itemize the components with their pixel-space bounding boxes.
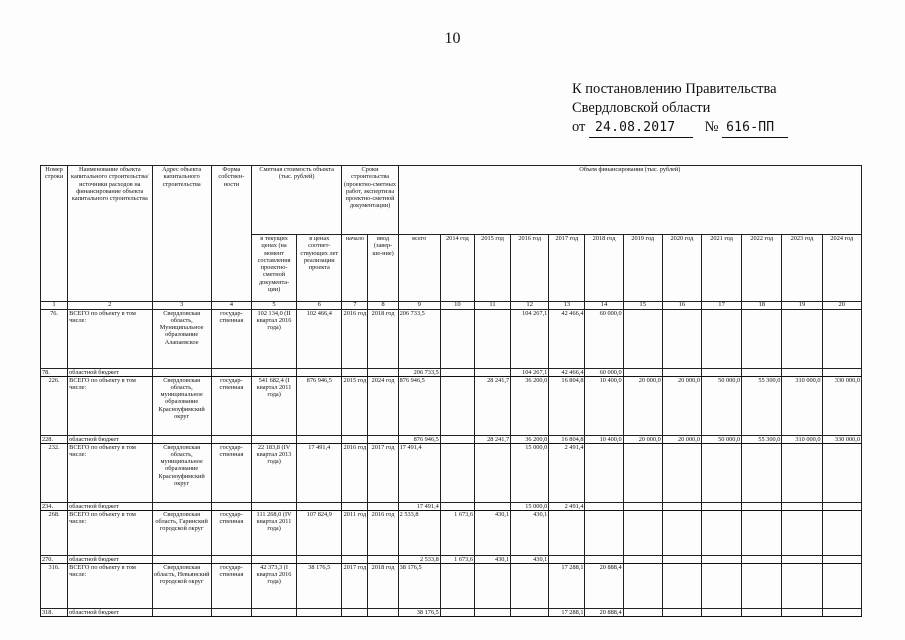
column-number: 8 — [368, 302, 398, 310]
header-cost-actual: в ценах соответ-ствующих лет реализации проекта — [297, 235, 342, 302]
header-cost-current: в текущих ценах (на момент составления проектно-сметной документа-ции) — [251, 235, 296, 302]
end-year-cell: 2018 год — [368, 563, 398, 608]
row-number-cell: 234. — [41, 502, 68, 510]
total-cell: 17 491,4 — [398, 443, 440, 502]
year-2018-cell: 10 400,0 — [585, 376, 623, 435]
object-name-cell: ВСЕГО по объекту в том числе: — [68, 376, 152, 435]
end-year-cell: 2016 год — [368, 510, 398, 555]
cost-actual-cell: 38 176,5 — [297, 563, 342, 608]
year-2021-cell — [701, 563, 741, 608]
year-2018-cell — [585, 443, 623, 502]
object-name-cell: ВСЕГО по объекту в том числе: — [68, 510, 152, 555]
ownership-cell: государ-ственная — [211, 376, 251, 435]
year-2021-cell — [701, 309, 741, 368]
approval-line-1: К постановлению Правительства — [572, 81, 777, 97]
object-name-cell: ВСЕГО по объекту в том числе: — [68, 309, 152, 368]
from-label: от — [572, 119, 586, 135]
year-2024-cell — [822, 368, 861, 376]
year-2020-cell — [662, 368, 701, 376]
year-2014-cell — [440, 443, 474, 502]
address-cell: Свердловская область, Гаринский городской округ — [152, 510, 211, 555]
header-year: 2016 год — [511, 235, 549, 302]
cost-current-cell: 541 682,4 (I квартал 2011 года) — [251, 376, 296, 435]
cost-current-cell — [251, 608, 296, 616]
year-2017-cell: 2 491,4 — [549, 502, 585, 510]
end-year-cell — [368, 435, 398, 443]
year-2018-cell — [585, 510, 623, 555]
year-2018-cell — [585, 555, 623, 563]
year-2024-cell — [822, 443, 861, 502]
year-2023-cell — [782, 510, 822, 555]
ownership-cell — [211, 555, 251, 563]
year-2016-cell: 36 200,0 — [511, 376, 549, 435]
financing-table — [40, 165, 862, 617]
address-cell — [152, 368, 211, 376]
year-2016-cell: 15 000,0 — [511, 443, 549, 502]
year-2018-cell: 60 000,0 — [585, 309, 623, 368]
cost-actual-cell — [297, 608, 342, 616]
year-2024-cell — [822, 510, 861, 555]
year-2021-cell — [701, 608, 741, 616]
header-year: 2017 год — [549, 235, 585, 302]
column-number: 9 — [398, 302, 440, 310]
column-numbers-row — [41, 302, 862, 310]
year-2017-cell: 42 466,4 — [549, 309, 585, 368]
start-year-cell: 2016 год — [342, 309, 368, 368]
header-year: 2024 год — [822, 235, 861, 302]
column-number: 20 — [822, 302, 861, 310]
object-name-cell: областной бюджет — [68, 502, 152, 510]
address-cell — [152, 435, 211, 443]
cost-current-cell: 111 268,0 (IV квартал 2011 года) — [251, 510, 296, 555]
year-2021-cell — [701, 502, 741, 510]
end-year-cell — [368, 555, 398, 563]
year-2015-cell: 430,1 — [474, 555, 510, 563]
year-2020-cell: 20 000,0 — [662, 376, 701, 435]
row-number-cell: 232. — [41, 443, 68, 502]
cost-actual-cell — [297, 435, 342, 443]
year-2021-cell — [701, 510, 741, 555]
column-number: 6 — [297, 302, 342, 310]
table-row — [41, 443, 862, 502]
page-number: 10 — [444, 30, 461, 47]
year-2020-cell: 20 000,0 — [662, 435, 701, 443]
column-number: 11 — [474, 302, 510, 310]
year-2023-cell — [782, 563, 822, 608]
object-name-cell: областной бюджет — [68, 608, 152, 616]
decree-number: 616-ПП — [722, 118, 788, 138]
year-2019-cell — [623, 443, 662, 502]
year-2014-cell — [440, 563, 474, 608]
header-year: 2021 год — [701, 235, 741, 302]
start-year-cell — [342, 555, 368, 563]
header-construction-terms: Сроки строительства (проектно-сметных работ, экспертизы проектно-сметной документации) — [342, 166, 398, 235]
ownership-cell — [211, 435, 251, 443]
year-2023-cell: 310 000,0 — [782, 435, 822, 443]
column-number: 5 — [251, 302, 296, 310]
year-2021-cell — [701, 555, 741, 563]
cost-actual-cell: 17 491,4 — [297, 443, 342, 502]
row-number-cell: 268. — [41, 510, 68, 555]
start-year-cell — [342, 435, 368, 443]
year-2024-cell: 330 000,0 — [822, 376, 861, 435]
table-row — [41, 555, 862, 563]
start-year-cell — [342, 608, 368, 616]
year-2015-cell: 28 241,7 — [474, 376, 510, 435]
approval-line-2: Свердловской области — [572, 100, 711, 116]
year-2024-cell: 330 000,0 — [822, 435, 861, 443]
year-2015-cell — [474, 502, 510, 510]
header-object-name: Наименование объекта капитального строительства/ источники расходов на финансирование объекта капитального строительства — [68, 166, 152, 302]
year-2018-cell — [585, 502, 623, 510]
year-2021-cell: 50 000,0 — [701, 435, 741, 443]
header-total: всего — [398, 235, 440, 302]
header-year: 2022 год — [742, 235, 782, 302]
object-name-cell: ВСЕГО по объекту в том числе: — [68, 443, 152, 502]
year-2017-cell: 42 466,4 — [549, 368, 585, 376]
total-cell: 38 176,5 — [398, 563, 440, 608]
table-row — [41, 435, 862, 443]
total-cell: 17 491,4 — [398, 502, 440, 510]
year-2014-cell — [440, 608, 474, 616]
object-name-cell: ВСЕГО по объекту в том числе: — [68, 563, 152, 608]
year-2017-cell: 17 288,1 — [549, 608, 585, 616]
year-2024-cell — [822, 502, 861, 510]
ownership-cell: государ-ственная — [211, 510, 251, 555]
total-cell: 876 946,5 — [398, 376, 440, 435]
header-start: начало — [342, 235, 368, 302]
header-year: 2019 год — [623, 235, 662, 302]
total-cell: 876 946,5 — [398, 435, 440, 443]
year-2018-cell: 10 400,0 — [585, 435, 623, 443]
year-2016-cell: 36 200,0 — [511, 435, 549, 443]
column-number: 15 — [623, 302, 662, 310]
year-2016-cell: 15 000,0 — [511, 502, 549, 510]
year-2021-cell — [701, 443, 741, 502]
year-2014-cell — [440, 309, 474, 368]
ownership-cell — [211, 502, 251, 510]
column-number: 3 — [152, 302, 211, 310]
year-2016-cell: 430,1 — [511, 510, 549, 555]
address-cell: Свердловская область, Невьянский городской округ — [152, 563, 211, 608]
header-year: 2023 год — [782, 235, 822, 302]
year-2020-cell — [662, 563, 701, 608]
header-financing-volume: Объем финансирования (тыс. рублей) — [398, 166, 861, 235]
year-2023-cell: 310 000,0 — [782, 376, 822, 435]
year-2022-cell — [742, 443, 782, 502]
start-year-cell: 2016 год — [342, 443, 368, 502]
year-2016-cell: 104 267,1 — [511, 309, 549, 368]
table-row — [41, 608, 862, 616]
start-year-cell: 2011 год — [342, 510, 368, 555]
column-number: 10 — [440, 302, 474, 310]
cost-actual-cell — [297, 502, 342, 510]
year-2020-cell — [662, 555, 701, 563]
cost-current-cell — [251, 435, 296, 443]
year-2022-cell — [742, 368, 782, 376]
year-2024-cell — [822, 563, 861, 608]
column-number: 17 — [701, 302, 741, 310]
year-2021-cell: 50 000,0 — [701, 376, 741, 435]
header-ownership: Форма собствен-ности — [211, 166, 251, 302]
row-number-cell: 270. — [41, 555, 68, 563]
total-cell: 2 533,8 — [398, 510, 440, 555]
address-cell — [152, 502, 211, 510]
year-2017-cell — [549, 510, 585, 555]
ownership-cell — [211, 368, 251, 376]
row-number-cell: 76. — [41, 309, 68, 368]
address-cell: Свердловская область, муниципальное образование Красноуфимский округ — [152, 376, 211, 435]
year-2020-cell — [662, 309, 701, 368]
address-cell — [152, 608, 211, 616]
row-number-cell: 318. — [41, 608, 68, 616]
approval-block — [572, 80, 788, 138]
end-year-cell: 2017 год — [368, 443, 398, 502]
year-2017-cell — [549, 555, 585, 563]
year-2016-cell — [511, 608, 549, 616]
column-number: 4 — [211, 302, 251, 310]
table-row — [41, 368, 862, 376]
object-name-cell: областной бюджет — [68, 555, 152, 563]
year-2017-cell: 16 804,8 — [549, 376, 585, 435]
year-2016-cell: 430,1 — [511, 555, 549, 563]
approval-line-3 — [572, 118, 788, 138]
cost-actual-cell — [297, 368, 342, 376]
year-2020-cell — [662, 502, 701, 510]
year-2023-cell — [782, 443, 822, 502]
year-2015-cell — [474, 443, 510, 502]
year-2017-cell: 17 288,1 — [549, 563, 585, 608]
start-year-cell — [342, 502, 368, 510]
year-2015-cell: 28 241,7 — [474, 435, 510, 443]
table-row — [41, 502, 862, 510]
year-2019-cell: 20 000,0 — [623, 435, 662, 443]
year-2023-cell — [782, 309, 822, 368]
column-number: 13 — [549, 302, 585, 310]
header-estimated-cost: Сметная стоимость объекта (тыс. рублей) — [251, 166, 341, 235]
header-commission: ввод (завер-ше-ние) — [368, 235, 398, 302]
row-number-cell: 228. — [41, 435, 68, 443]
ownership-cell: государ-ственная — [211, 563, 251, 608]
column-number: 7 — [342, 302, 368, 310]
header-year: 2018 год — [585, 235, 623, 302]
year-2019-cell: 20 000,0 — [623, 376, 662, 435]
year-2019-cell — [623, 563, 662, 608]
column-number: 2 — [68, 302, 152, 310]
year-2015-cell — [474, 368, 510, 376]
table-body — [41, 309, 862, 616]
column-number: 14 — [585, 302, 623, 310]
year-2014-cell — [440, 376, 474, 435]
year-2019-cell — [623, 608, 662, 616]
year-2014-cell: 1 673,6 — [440, 555, 474, 563]
decree-date: 24.08.2017 — [589, 118, 693, 138]
year-2023-cell — [782, 368, 822, 376]
year-2023-cell — [782, 502, 822, 510]
year-2018-cell: 60 000,0 — [585, 368, 623, 376]
year-2016-cell — [511, 563, 549, 608]
year-2019-cell — [623, 555, 662, 563]
table-row — [41, 376, 862, 435]
end-year-cell — [368, 502, 398, 510]
year-2014-cell — [440, 435, 474, 443]
cost-actual-cell: 107 824,9 — [297, 510, 342, 555]
end-year-cell: 2024 год — [368, 376, 398, 435]
year-2023-cell — [782, 608, 822, 616]
header-year: 2020 год — [662, 235, 701, 302]
year-2018-cell: 20 888,4 — [585, 608, 623, 616]
year-2021-cell — [701, 368, 741, 376]
year-2022-cell — [742, 309, 782, 368]
cost-actual-cell: 102 466,4 — [297, 309, 342, 368]
year-2018-cell: 20 888,4 — [585, 563, 623, 608]
year-2014-cell — [440, 502, 474, 510]
end-year-cell: 2018 год — [368, 309, 398, 368]
year-2019-cell — [623, 510, 662, 555]
column-number: 16 — [662, 302, 701, 310]
year-2015-cell: 430,1 — [474, 510, 510, 555]
address-cell: Свердловская область, муниципальное образование Красноуфимский округ — [152, 443, 211, 502]
year-2024-cell — [822, 555, 861, 563]
table-row — [41, 309, 862, 368]
ownership-cell — [211, 608, 251, 616]
cost-current-cell — [251, 555, 296, 563]
year-2014-cell — [440, 368, 474, 376]
year-2020-cell — [662, 443, 701, 502]
year-2020-cell — [662, 608, 701, 616]
year-2022-cell: 55 300,0 — [742, 376, 782, 435]
year-2020-cell — [662, 510, 701, 555]
year-2019-cell — [623, 309, 662, 368]
row-number-cell: 226. — [41, 376, 68, 435]
header-row-number: Номер строки — [41, 166, 68, 302]
year-2015-cell — [474, 309, 510, 368]
total-cell: 38 176,5 — [398, 608, 440, 616]
year-2016-cell: 104 267,1 — [511, 368, 549, 376]
end-year-cell — [368, 608, 398, 616]
cost-current-cell: 22 183,8 (IV квартал 2013 года) — [251, 443, 296, 502]
cost-current-cell — [251, 502, 296, 510]
year-2017-cell: 2 491,4 — [549, 443, 585, 502]
cost-actual-cell: 876 946,5 — [297, 376, 342, 435]
year-2017-cell: 16 804,8 — [549, 435, 585, 443]
cost-actual-cell — [297, 555, 342, 563]
object-name-cell: областной бюджет — [68, 368, 152, 376]
cost-current-cell: 42 373,3 (I квартал 2016 года) — [251, 563, 296, 608]
total-cell: 206 733,5 — [398, 368, 440, 376]
year-2022-cell — [742, 608, 782, 616]
year-2014-cell: 1 673,6 — [440, 510, 474, 555]
total-cell: 206 733,5 — [398, 309, 440, 368]
year-2019-cell — [623, 368, 662, 376]
row-number-cell: 78. — [41, 368, 68, 376]
start-year-cell: 2015 год — [342, 376, 368, 435]
address-cell — [152, 555, 211, 563]
row-number-cell: 316. — [41, 563, 68, 608]
address-cell: Свердловская область, Муниципальное образование Алапаевское — [152, 309, 211, 368]
header-year: 2014 год — [440, 235, 474, 302]
year-2022-cell: 55 300,0 — [742, 435, 782, 443]
ownership-cell: государ-ственная — [211, 443, 251, 502]
end-year-cell — [368, 368, 398, 376]
number-label: № — [704, 119, 719, 135]
year-2024-cell — [822, 608, 861, 616]
year-2024-cell — [822, 309, 861, 368]
table-row — [41, 510, 862, 555]
cost-current-cell — [251, 368, 296, 376]
year-2019-cell — [623, 502, 662, 510]
column-number: 1 — [41, 302, 68, 310]
year-2023-cell — [782, 555, 822, 563]
year-2015-cell — [474, 608, 510, 616]
year-2015-cell — [474, 563, 510, 608]
start-year-cell: 2017 год — [342, 563, 368, 608]
total-cell: 2 533,8 — [398, 555, 440, 563]
year-2022-cell — [742, 502, 782, 510]
header-year: 2015 год — [474, 235, 510, 302]
header-address: Адрес объекта капитального строительства — [152, 166, 211, 302]
cost-current-cell: 102 134,0 (II квартал 2016 года) — [251, 309, 296, 368]
year-2022-cell — [742, 510, 782, 555]
year-2022-cell — [742, 563, 782, 608]
ownership-cell: государ-ственная — [211, 309, 251, 368]
table-row — [41, 563, 862, 608]
column-number: 18 — [742, 302, 782, 310]
year-2022-cell — [742, 555, 782, 563]
column-number: 19 — [782, 302, 822, 310]
column-number: 12 — [511, 302, 549, 310]
object-name-cell: областной бюджет — [68, 435, 152, 443]
start-year-cell — [342, 368, 368, 376]
header-row-1 — [41, 166, 862, 235]
